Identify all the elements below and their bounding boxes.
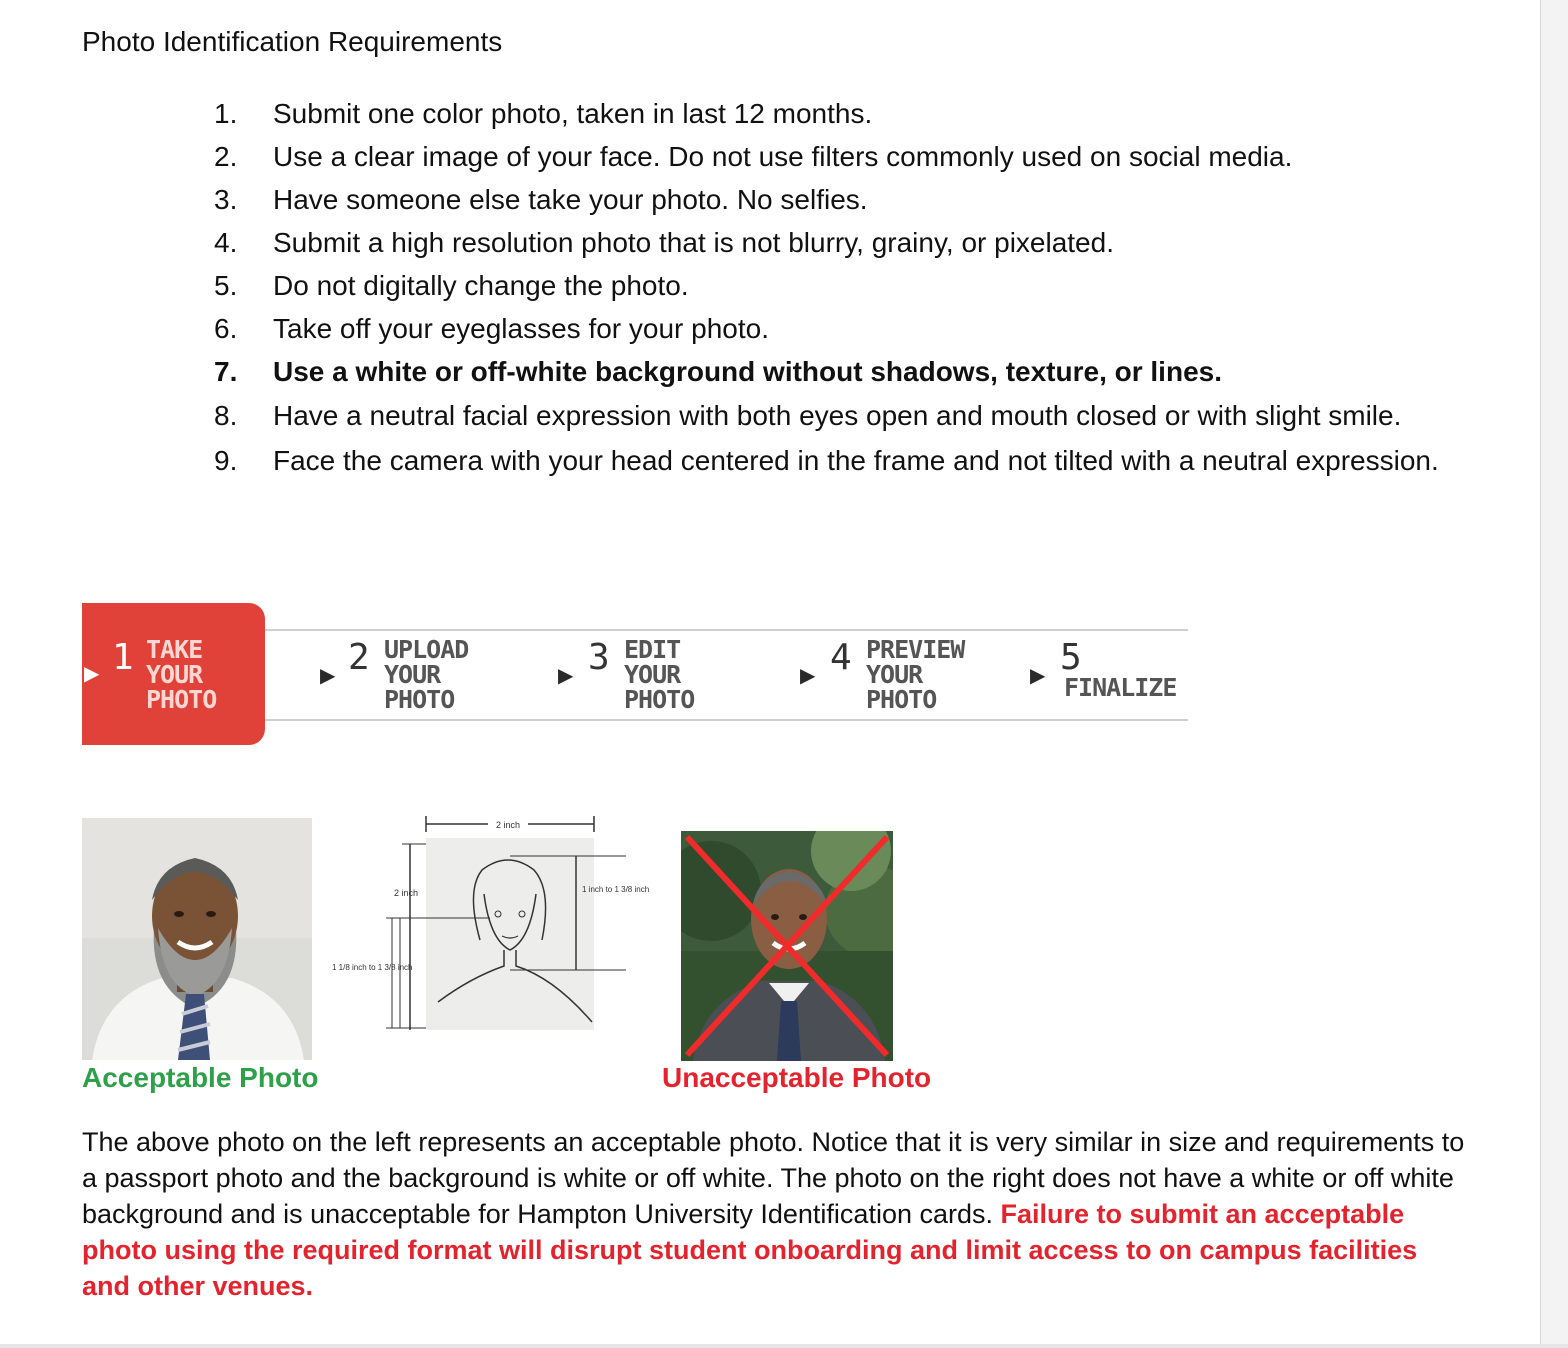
play-arrow-icon: ▶	[800, 665, 816, 687]
passport-diagram-image	[330, 810, 660, 1040]
step-number: 2	[348, 637, 370, 678]
unacceptable-caption: Unacceptable Photo	[662, 1062, 932, 1093]
requirement-text: Submit one color photo, taken in last 12 months.	[273, 98, 873, 129]
unacceptable-photo	[681, 831, 893, 1061]
step-label: FINALIZE	[1064, 673, 1177, 702]
requirement-number: 7.	[214, 356, 238, 387]
page-title: Photo Identification Requirements	[82, 26, 503, 57]
unacceptable-photo-image	[681, 831, 893, 1061]
requirement-item	[214, 264, 1444, 307]
requirement-text: Take off your eyeglasses for your photo.	[273, 313, 769, 344]
acceptable-photo-image	[82, 818, 312, 1060]
step-number: 4	[830, 637, 852, 678]
step-label: EDIT YOUR PHOTO	[624, 635, 695, 714]
warning-text: Failure to submit an acceptable photo using the required format will disrupt student onboarding and limit access to on campus facilities and other venues.	[82, 1199, 1418, 1301]
requirement-number: 1.	[214, 98, 238, 129]
step-label: TAKE YOUR PHOTO	[146, 635, 217, 714]
step-number: 3	[588, 637, 610, 678]
head-height-label: 1 inch to 1 3/8 inch	[582, 885, 650, 894]
photo-steps-banner	[82, 603, 1188, 745]
acceptable-photo	[82, 818, 312, 1060]
requirement-item	[214, 178, 1444, 221]
requirement-number: 8.	[214, 400, 238, 431]
height-label: 2 inch	[394, 888, 419, 898]
requirement-text: Have someone else take your photo. No selfies.	[273, 184, 868, 215]
passport-size-diagram	[330, 810, 660, 1040]
requirement-text: Use a white or off-white background without shadows, texture, or lines.	[273, 356, 1222, 387]
page-bottom-edge	[0, 1344, 1568, 1348]
requirement-number: 3.	[214, 184, 238, 215]
eye-height-label: 1 1/8 inch to 1 3/8 inch	[332, 963, 413, 972]
step-label: PREVIEW YOUR PHOTO	[866, 635, 965, 714]
requirement-number: 9.	[214, 445, 238, 476]
play-arrow-icon: ▶	[84, 663, 100, 685]
requirement-item-background	[214, 350, 1444, 393]
play-arrow-icon: ▶	[1030, 665, 1046, 687]
requirement-text: Have a neutral facial expression with both eyes open and mouth closed or with slight smile.	[273, 400, 1402, 431]
requirement-item	[214, 135, 1444, 178]
requirement-item	[214, 221, 1444, 264]
requirements-list	[214, 92, 1444, 483]
step-edit-photo	[556, 603, 776, 745]
explanation-paragraph	[82, 1124, 1472, 1304]
play-arrow-icon: ▶	[558, 665, 574, 687]
requirement-item	[214, 393, 1444, 438]
step-label: UPLOAD YOUR PHOTO	[384, 635, 469, 714]
play-arrow-icon: ▶	[320, 665, 336, 687]
step-number: 5	[1060, 637, 1082, 678]
requirement-number: 4.	[214, 227, 238, 258]
requirement-number: 2.	[214, 141, 238, 172]
step-upload-photo	[318, 603, 538, 745]
step-finalize	[1028, 603, 1178, 745]
requirement-text: Use a clear image of your face. Do not use filters commonly used on social media.	[273, 141, 1293, 172]
width-label: 2 inch	[495, 820, 521, 830]
requirement-number: 5.	[214, 270, 238, 301]
requirement-number: 6.	[214, 313, 238, 344]
step-number: 1	[112, 637, 134, 678]
requirement-item	[214, 307, 1444, 350]
requirement-text: Do not digitally change the photo.	[273, 270, 689, 301]
requirement-item	[214, 92, 1444, 135]
step-preview-photo	[798, 603, 1018, 745]
requirement-text: Submit a high resolution photo that is not blurry, grainy, or pixelated.	[273, 227, 1114, 258]
step-take-photo	[82, 603, 265, 745]
page-edge	[1540, 0, 1568, 1348]
acceptable-caption: Acceptable Photo	[82, 1062, 319, 1093]
requirement-text: Face the camera with your head centered in the frame and not tilted with a neutral expression.	[273, 445, 1439, 476]
explanation-text: The above photo on the left represents an acceptable photo. Notice that it is very similar in size and requirements to a passport photo and the background is white or off white. The photo on the right does not have a white or off white background and is unacceptable for Hampton University Identification cards.	[82, 1127, 1465, 1229]
requirement-item	[214, 438, 1444, 483]
